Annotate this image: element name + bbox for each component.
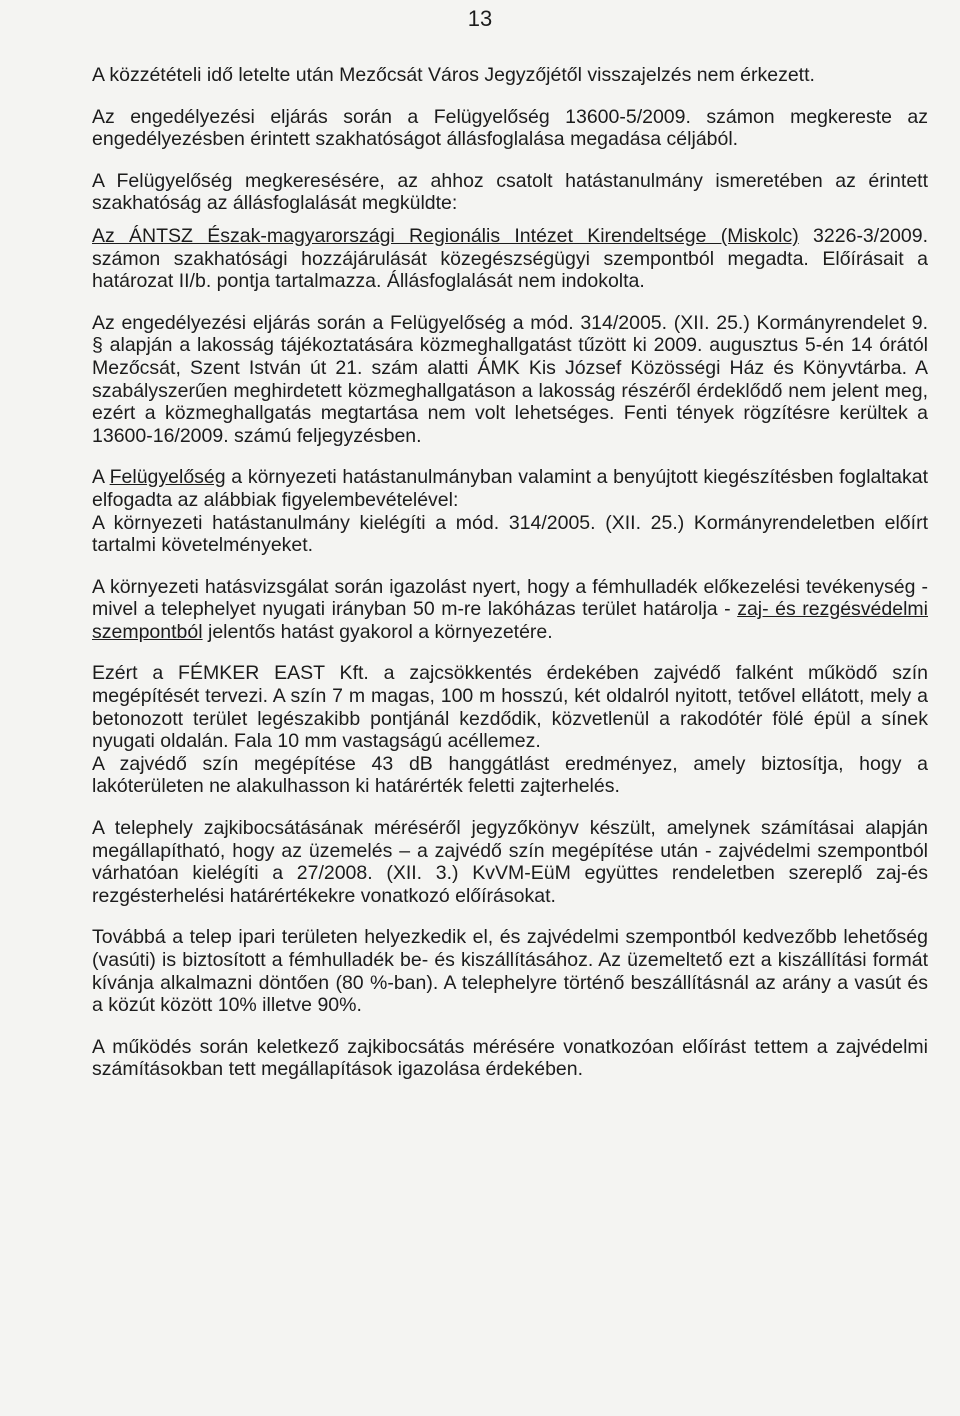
paragraph-text: Továbbá a telep ipari területen helyezkedik el, és zajvédelmi szempontból kedvezőbb lehetőség (vasúti) is biztosított a fémhulladék be- és kiszállításához. Az üzemeltető ezt a kiszállítási formát kívánja alkalmazni döntően (80 %-ban). A telephelyre történő beszállításnál az arány a vasút és a közút között 10% illetve 90%. [92,926,928,1017]
paragraph-prefix: A környezeti hatásvizsgálat során igazolást nyert, hogy a fémhulladék előkezelési tevékenység - mivel a telephelyet nyugati irányban 50 m-re lakóházas terület határolja - [92,575,928,621]
paragraph-text: a környezeti hatástanulmányban valamint a benyújtott kiegészítésben foglaltakat elfogadta az alábbiak figyelembevételével: [92,466,928,511]
paragraph-publication-notice [92,64,928,87]
paragraph-text: A működés során keletkező zajkibocsátás mérésére vonatkozóan előírást tettem a zajvédelmi számításokban tett megállapítások igazolása érdekében. [92,1035,928,1081]
paragraph-authority-opinion [92,170,928,215]
paragraph-noise-barrier [92,662,928,752]
paragraph-noise-measurement [92,817,928,907]
paragraph-text: A Felügyelőség megkeresésére, az ahhoz csatolt hatástanulmány ismeretében az érintett szakhatóság az állásfoglalását megküldte: [92,169,928,215]
paragraph-authority-request [92,106,928,151]
paragraph-rail-transport [92,926,928,1016]
paragraph-public-hearing [92,312,928,448]
paragraph-measurement-requirement [92,1036,928,1081]
paragraph-text: Az engedélyezési eljárás során a Felügyelőség a mód. 314/2005. (XII. 25.) Kormányrendelet 9. § alapján a lakosság tájékoztatására közmeghallgatást tűzött ki 2009. augusztus 5-én 14 órától Mezőcsát, Szent István út 21. szám alatti ÁMK Kis József Közösségi Ház és Könyvtárba. A szabályszerűen meghirdetett közmeghallgatáson a lakosság részéről érdeklődő nem jelent meg, ezért a közmeghallgatás megtartása nem volt lehetséges. Fenti tények rögzítésre kerültek a 13600-16/2009. számú feljegyzésben. [92,311,928,447]
paragraph-text: jelentős hatást gyakorol a környezetére. [202,620,553,643]
paragraph-text: Az engedélyezési eljárás során a Felügyelőség 13600-5/2009. számon megkereste az engedélyezésben érintett szakhatóságot állásfoglalása megadása céljából. [92,105,928,151]
paragraph-text: A zajvédő szín megépítése 43 dB hanggátlást eredményez, amely biztosítja, hogy a lakóterületen ne alakulhasson ki határérték feletti zajterhelés. [92,752,928,798]
paragraph-acceptance [92,466,928,511]
underlined-term: Felügyelőség [109,466,226,489]
paragraph-antsz [92,225,928,293]
paragraph-noise-impact [92,576,928,644]
paragraph-text: Ezért a FÉMKER EAST Kft. a zajcsökkentés érdekében zajvédő falként működő szín megépítését tervezi. A szín 7 m magas, 100 m hosszú, két oldalról nyitott, tetővel ellátott, mely a betonozott terület legészakibb pontjánál kezdődik, közvetlenül a rakodótér fölé épül a sínek nyugati oldalán. Fala 10 mm vastagságú acéllemez. [92,662,928,753]
paragraph-text: A környezeti hatástanulmány kielégíti a mód. 314/2005. (XII. 25.) Kormányrendeletben előírt tartalmi követelményeket. [92,511,928,557]
underlined-term: zaj- és rezgésvédelmi szempontból [92,598,928,643]
antsz-heading: Az ÁNTSZ Észak-magyarországi Regionális Intézet Kirendeltsége (Miskolc) [92,224,799,247]
page-number: 13 [467,6,493,31]
paragraph-study-requirements [92,512,928,557]
document-body [92,64,928,1100]
paragraph-prefix: A [92,466,110,489]
paragraph-barrier-effect [92,753,928,798]
paragraph-text: A telephely zajkibocsátásának méréséről jegyzőkönyv készült, amelynek számításai alapján megállapítható, hogy az üzemelés – a zajvédő szín megépítése után - zajvédelmi szempontból várhatóan kielégíti a 27/2008. (XII. 3.) KvVM-EüM együttes rendeletben szereplő zaj-és rezgésterhelési határértékekre vonatkozó előírásokat. [92,817,928,907]
paragraph-text: A közzétételi idő letelte után Mezőcsát Város Jegyzőjétől visszajelzés nem érkezett. [92,64,815,86]
paragraph-text: 3226-3/2009. számon szakhatósági hozzájárulását közegészségügyi szempontból megadta. Előírásait a határozat II/b. pontja tartalmazza. Állásfoglalását nem indokolta. [92,224,928,293]
